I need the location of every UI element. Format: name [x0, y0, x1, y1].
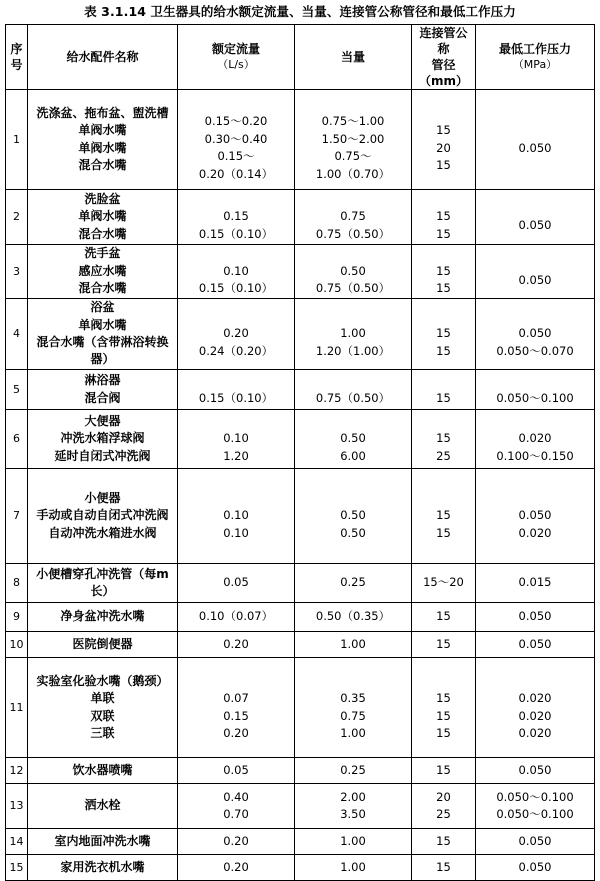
seq-cell: 12: [6, 758, 28, 784]
header-flow: [178, 25, 295, 90]
header-seq: [6, 25, 28, 90]
fixture-name-line: 混合阀: [84, 390, 121, 405]
equivalent-line: 0.50: [340, 431, 366, 446]
fixture-name-line: 手动或自动自闭式冲洗阀: [36, 508, 169, 523]
diameter-cell: [412, 190, 476, 245]
pressure-cell: [476, 469, 595, 564]
water-supply-fixture-table: [5, 24, 595, 881]
fixture-name-line: 混合水嘴（含带淋浴转换器）: [36, 335, 169, 367]
flow-line: 0.20: [223, 636, 249, 651]
fixture-name-cell: [28, 829, 178, 855]
header-equivalent: [295, 25, 412, 90]
pressure-line: 0.050: [518, 508, 552, 523]
pressure-line: [478, 413, 592, 430]
header-flow-line: （L/s）: [217, 58, 255, 71]
flow-line: 0.15（0.10）: [198, 281, 274, 296]
fixture-name-line: 洒水栓: [84, 798, 121, 813]
pressure-line: 0.050: [518, 272, 552, 287]
table-row: [6, 245, 595, 299]
seq-cell: 13: [6, 784, 28, 829]
pressure-line: 0.015: [518, 575, 552, 590]
diameter-line: 15: [436, 708, 451, 723]
equivalent-line: [297, 308, 409, 325]
flow-line: 0.20: [223, 326, 249, 341]
equivalent-line: 1.00: [340, 859, 366, 874]
seq-cell: 7: [6, 469, 28, 564]
fixture-name-line: 小便器: [84, 490, 121, 505]
equivalent-line: 0.75（0.50）: [315, 281, 391, 296]
flow-line: [180, 673, 292, 690]
seq-cell: 2: [6, 190, 28, 245]
pressure-line: [478, 490, 592, 507]
equivalent-line: 1.00: [340, 326, 366, 341]
pressure-cell: [476, 829, 595, 855]
equivalent-line: [297, 413, 409, 430]
equivalent-line: [297, 245, 409, 262]
flow-line: [180, 308, 292, 325]
table-row: [6, 190, 595, 245]
fixture-name-line: 医院倒便器: [72, 636, 133, 651]
flow-cell: [178, 784, 295, 829]
pressure-line: 0.050: [518, 833, 552, 848]
flow-cell: [178, 603, 295, 632]
equivalent-line: 0.75: [340, 708, 366, 723]
diameter-cell: [412, 90, 476, 190]
diameter-line: [414, 105, 473, 122]
flow-line: [180, 245, 292, 262]
fixture-name-cell: [28, 758, 178, 784]
flow-cell: [178, 564, 295, 603]
header-pressure: [476, 25, 595, 90]
pressure-cell: [476, 758, 595, 784]
flow-line: [180, 96, 292, 113]
pressure-line: 0.020: [518, 708, 552, 723]
fixture-name-cell: [28, 784, 178, 829]
fixture-name-line: 单阀水嘴: [78, 140, 127, 155]
equivalent-line: 0.50（0.35）: [315, 609, 391, 624]
diameter-cell: [412, 245, 476, 299]
pressure-cell: [476, 603, 595, 632]
pressure-line: 0.050: [518, 218, 552, 232]
table-row: [6, 658, 595, 758]
equivalent-cell: [295, 245, 412, 299]
fixture-name-cell: [28, 245, 178, 299]
pressure-line: 0.050: [518, 859, 552, 874]
header-pressure-line: 最低工作压力: [498, 42, 571, 56]
pressure-line: [478, 122, 592, 139]
equivalent-line: 1.50～2.00: [321, 131, 385, 146]
table-row: [6, 632, 595, 658]
flow-line: 0.20: [223, 833, 249, 848]
flow-cell: [178, 410, 295, 469]
fixture-name-cell: [28, 469, 178, 564]
fixture-name-line: 洗脸盆: [84, 191, 121, 206]
fixture-name-line: 淋浴器: [84, 373, 121, 388]
table-row: [6, 829, 595, 855]
flow-line: [180, 490, 292, 507]
equivalent-line: 3.50: [340, 807, 366, 821]
equivalent-line: 0.25: [340, 762, 366, 777]
diameter-line: 15: [436, 209, 451, 224]
pressure-line: 0.050～0.100: [496, 390, 574, 405]
flow-line: 1.20: [223, 448, 249, 463]
fixture-name-line: 混合水嘴: [78, 281, 127, 296]
equivalent-line: 0.35: [340, 691, 366, 706]
equivalent-cell: [295, 299, 412, 370]
header-pressure-line: （MPa）: [512, 58, 558, 71]
diameter-line: [414, 308, 473, 325]
pressure-cell: [476, 784, 595, 829]
seq-cell: 3: [6, 245, 28, 299]
header-diameter-line: 称: [437, 42, 450, 56]
seq-cell: 8: [6, 564, 28, 603]
diameter-cell: [412, 632, 476, 658]
pressure-cell: [476, 658, 595, 758]
equivalent-cell: [295, 658, 412, 758]
diameter-cell: [412, 658, 476, 758]
diameter-line: 15: [436, 390, 451, 405]
pressure-line: 0.050: [518, 140, 552, 155]
table-row: [6, 370, 595, 410]
fixture-name-cell: [28, 90, 178, 190]
pressure-line: 0.050～0.100: [496, 789, 574, 804]
flow-cell: [178, 245, 295, 299]
diameter-cell: [412, 758, 476, 784]
table-row: [6, 603, 595, 632]
flow-cell: [178, 190, 295, 245]
diameter-cell: [412, 829, 476, 855]
fixture-name-cell: [28, 855, 178, 881]
diameter-line: 15: [436, 609, 451, 624]
diameter-cell: [412, 469, 476, 564]
flow-cell: [178, 855, 295, 881]
fixture-name-line: 双联: [90, 708, 115, 723]
flow-line: 0.20: [223, 859, 249, 874]
fixture-name-line: 实验室化验水嘴（鹅颈）: [36, 673, 169, 688]
fixture-name-cell: [28, 658, 178, 758]
pressure-line: 0.050～0.070: [496, 343, 574, 358]
fixture-name-line: 大便器: [84, 413, 121, 428]
diameter-line: 15: [436, 343, 451, 358]
pressure-line: 0.020: [518, 691, 552, 706]
pressure-line: [478, 200, 592, 217]
equivalent-line: 1.20（1.00）: [315, 343, 391, 358]
seq-cell: 4: [6, 299, 28, 370]
fixture-name-line: 小便槽穿孔冲洗管（每m长）: [36, 566, 169, 598]
diameter-line: 15: [436, 431, 451, 446]
header-diameter: [412, 25, 476, 90]
diameter-line: 15: [436, 508, 451, 523]
equivalent-line: 0.50: [340, 525, 366, 540]
pressure-line: 0.100～0.150: [496, 448, 574, 463]
diameter-line: 15: [436, 691, 451, 706]
table-row: [6, 855, 595, 881]
equivalent-cell: [295, 370, 412, 410]
pressure-cell: [476, 90, 595, 190]
pressure-cell: [476, 299, 595, 370]
flow-cell: [178, 758, 295, 784]
diameter-line: 15: [436, 226, 451, 241]
flow-line: 0.07: [223, 691, 249, 706]
pressure-line: 0.050～0.100: [496, 807, 574, 821]
diameter-line: 15～20: [423, 575, 464, 590]
flow-line: 0.20: [223, 725, 249, 740]
diameter-cell: [412, 603, 476, 632]
header-diameter-line: 管径（mm）: [418, 58, 468, 88]
diameter-line: 15: [436, 636, 451, 651]
equivalent-line: [297, 673, 409, 690]
equivalent-line: 2.00: [340, 789, 366, 804]
fixture-name-line: 单阀水嘴: [78, 209, 127, 224]
header-name-line: 给水配件名称: [66, 50, 139, 64]
diameter-line: 15: [436, 281, 451, 296]
flow-cell: [178, 632, 295, 658]
fixture-name-cell: [28, 564, 178, 603]
diameter-line: [414, 490, 473, 507]
equivalent-cell: [295, 855, 412, 881]
diameter-line: 20: [436, 789, 451, 804]
flow-line: 0.24（0.20）: [198, 343, 274, 358]
header-flow-line: 额定流量: [211, 42, 260, 56]
header-row: [6, 25, 595, 90]
diameter-line: [414, 673, 473, 690]
diameter-line: 15: [436, 123, 451, 138]
equivalent-cell: [295, 784, 412, 829]
table-row: [6, 469, 595, 564]
pressure-line: 0.050: [518, 326, 552, 341]
pressure-line: 0.020: [518, 431, 552, 446]
equivalent-cell: [295, 603, 412, 632]
header-seq-line: 序: [10, 42, 23, 56]
fixture-name-line: 洗涤盆、拖布盆、盥洗槽: [36, 105, 169, 120]
table-row: [6, 564, 595, 603]
equivalent-line: 0.50: [340, 263, 366, 278]
equivalent-line: [297, 96, 409, 113]
diameter-line: 25: [436, 807, 451, 821]
equivalent-line: [297, 372, 409, 389]
equivalent-line: 0.75（0.50）: [315, 390, 391, 405]
header-equiv-line: 当量: [340, 50, 365, 64]
pressure-line: 0.050: [518, 636, 552, 651]
equivalent-line: [297, 191, 409, 208]
diameter-line: 15: [436, 525, 451, 540]
header-name: [28, 25, 178, 90]
fixture-name-line: 浴盆: [90, 300, 115, 315]
flow-line: 0.30～0.40: [204, 131, 268, 146]
diameter-line: 15: [436, 833, 451, 848]
equivalent-line: 6.00: [340, 448, 366, 463]
flow-line: 0.10: [223, 525, 249, 540]
flow-line: 0.15: [223, 209, 249, 224]
fixture-name-cell: [28, 370, 178, 410]
fixture-name-line: 冲洗水箱浮球阀: [60, 431, 145, 446]
fixture-name-line: 三联: [90, 725, 115, 740]
equivalent-cell: [295, 410, 412, 469]
pressure-cell: [476, 632, 595, 658]
diameter-cell: [412, 370, 476, 410]
equivalent-line: 1.00: [340, 725, 366, 740]
flow-line: 0.15（0.10）: [198, 226, 274, 241]
seq-cell: 14: [6, 829, 28, 855]
equivalent-cell: [295, 190, 412, 245]
fixture-name-line: 感应水嘴: [78, 263, 127, 278]
pressure-cell: [476, 564, 595, 603]
pressure-line: 0.050: [518, 762, 552, 777]
table-row: [6, 410, 595, 469]
flow-line: [180, 413, 292, 430]
equivalent-cell: [295, 90, 412, 190]
fixture-name-line: 家用洗衣机水嘴: [60, 859, 145, 874]
flow-cell: [178, 829, 295, 855]
diameter-line: [414, 245, 473, 262]
diameter-cell: [412, 410, 476, 469]
equivalent-line: 0.50: [340, 508, 366, 523]
fixture-name-line: 单联: [90, 691, 115, 706]
fixture-name-line: 净身盆冲洗水嘴: [60, 609, 145, 624]
pressure-line: 0.020: [518, 525, 552, 540]
equivalent-line: 0.75: [340, 209, 366, 224]
flow-line: [180, 372, 292, 389]
header-seq-line: 号: [10, 58, 23, 72]
flow-line: 0.15（0.10）: [198, 390, 274, 405]
table-row: [6, 299, 595, 370]
fixture-name-line: 饮水器喷嘴: [72, 762, 133, 777]
table-row: [6, 90, 595, 190]
equivalent-line: 1.00: [340, 833, 366, 848]
fixture-name-line: 室内地面冲洗水嘴: [54, 833, 151, 848]
flow-line: 0.20（0.14）: [198, 166, 274, 181]
equivalent-line: 0.25: [340, 575, 366, 590]
diameter-cell: [412, 784, 476, 829]
pressure-line: [478, 673, 592, 690]
flow-cell: [178, 370, 295, 410]
equivalent-cell: [295, 564, 412, 603]
seq-cell: 15: [6, 855, 28, 881]
equivalent-line: [297, 490, 409, 507]
pressure-line: [478, 308, 592, 325]
equivalent-line: 0.75～: [334, 149, 372, 164]
seq-cell: 5: [6, 370, 28, 410]
diameter-line: 15: [436, 263, 451, 278]
flow-line: 0.15～: [217, 149, 255, 164]
diameter-cell: [412, 299, 476, 370]
diameter-line: 15: [436, 859, 451, 874]
diameter-cell: [412, 564, 476, 603]
fixture-name-line: 自动冲洗水箱进水阀: [48, 525, 157, 540]
seq-cell: 11: [6, 658, 28, 758]
fixture-name-line: 延时自闭式冲洗阀: [54, 448, 151, 463]
diameter-line: 15: [436, 725, 451, 740]
equivalent-cell: [295, 632, 412, 658]
flow-line: 0.15～0.20: [204, 114, 268, 129]
pressure-cell: [476, 370, 595, 410]
flow-cell: [178, 299, 295, 370]
equivalent-line: 0.75（0.50）: [315, 226, 391, 241]
seq-cell: 6: [6, 410, 28, 469]
seq-cell: 10: [6, 632, 28, 658]
fixture-name-line: 洗手盆: [84, 246, 121, 261]
diameter-line: [414, 191, 473, 208]
diameter-line: 15: [436, 157, 451, 172]
pressure-line: 0.020: [518, 725, 552, 740]
equivalent-line: 1.00: [340, 636, 366, 651]
equivalent-line: 1.00（0.70）: [315, 166, 391, 181]
header-diameter-line: 连接管公: [419, 26, 468, 40]
flow-line: 0.10: [223, 508, 249, 523]
pressure-line: [478, 254, 592, 271]
equivalent-line: 0.75～1.00: [321, 114, 385, 129]
flow-line: 0.10（0.07）: [198, 609, 274, 624]
flow-line: 0.70: [223, 807, 249, 821]
pressure-cell: [476, 245, 595, 299]
flow-line: 0.10: [223, 431, 249, 446]
flow-cell: [178, 658, 295, 758]
diameter-line: 15: [436, 326, 451, 341]
table-title: 表 3.1.14 卫生器具的给水额定流量、当量、连接管公称管径和最低工作压力: [84, 4, 516, 19]
diameter-cell: [412, 855, 476, 881]
flow-line: 0.05: [223, 762, 249, 777]
equivalent-cell: [295, 829, 412, 855]
table-row: [6, 784, 595, 829]
fixture-name-line: 单阀水嘴: [78, 317, 127, 332]
table-body: [6, 90, 595, 881]
pressure-cell: [476, 855, 595, 881]
fixture-name-line: 混合水嘴: [78, 157, 127, 172]
flow-cell: [178, 469, 295, 564]
diameter-line: 20: [436, 140, 451, 155]
pressure-line: 0.050: [518, 609, 552, 624]
seq-cell: 9: [6, 603, 28, 632]
fixture-name-cell: [28, 410, 178, 469]
fixture-name-line: 混合水嘴: [78, 226, 127, 241]
diameter-line: [414, 372, 473, 389]
table-row: [6, 758, 595, 784]
flow-line: 0.40: [223, 789, 249, 804]
diameter-line: 15: [436, 762, 451, 777]
diameter-line: [414, 413, 473, 430]
fixture-name-cell: [28, 299, 178, 370]
flow-line: [180, 191, 292, 208]
pressure-cell: [476, 190, 595, 245]
flow-line: 0.15: [223, 708, 249, 723]
fixture-name-line: 单阀水嘴: [78, 123, 127, 138]
flow-line: 0.05: [223, 575, 249, 590]
fixture-name-cell: [28, 190, 178, 245]
pressure-cell: [476, 410, 595, 469]
seq-cell: 1: [6, 90, 28, 190]
diameter-line: 25: [436, 448, 451, 463]
flow-cell: [178, 90, 295, 190]
fixture-name-cell: [28, 603, 178, 632]
pressure-line: [478, 372, 592, 389]
flow-line: 0.10: [223, 263, 249, 278]
equivalent-cell: [295, 758, 412, 784]
equivalent-cell: [295, 469, 412, 564]
fixture-name-cell: [28, 632, 178, 658]
